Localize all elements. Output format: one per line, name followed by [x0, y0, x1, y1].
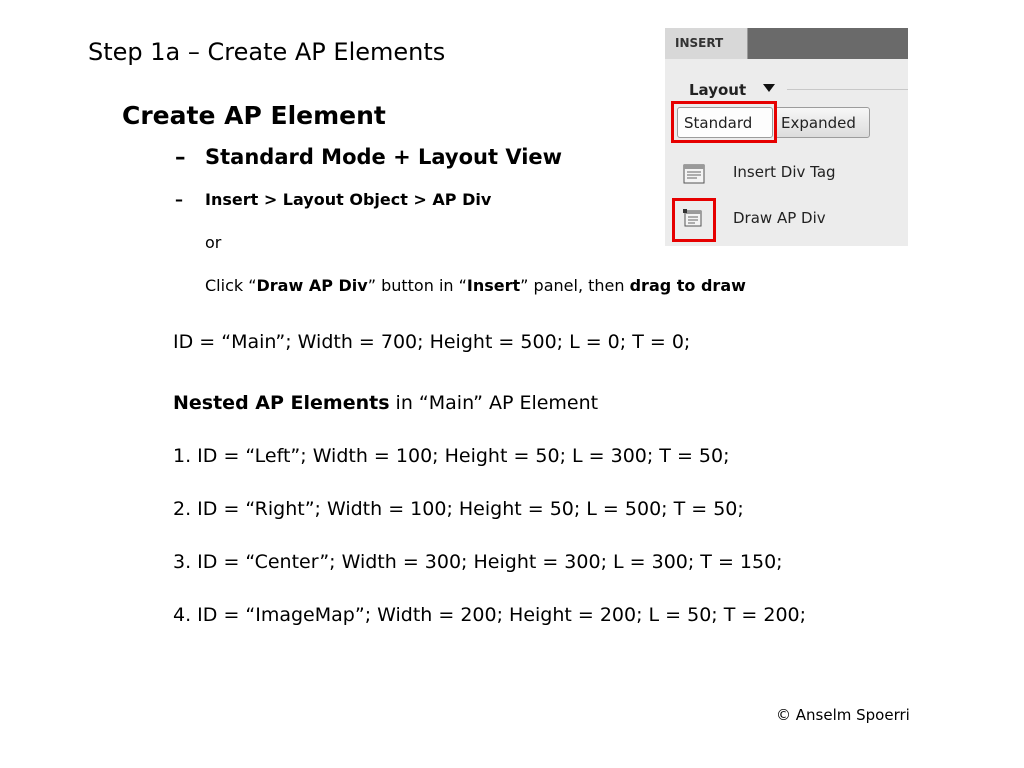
layout-dropdown-label[interactable]: Layout: [689, 81, 747, 99]
nested-heading-rest: in “Main” AP Element: [389, 392, 599, 414]
nested-heading-bold: Nested AP Elements: [173, 392, 390, 414]
bullet-dash: –: [175, 190, 183, 209]
tab-insert[interactable]: INSERT: [665, 28, 748, 59]
draw-ap-div-label[interactable]: Draw AP Div: [733, 209, 826, 227]
click-bold-drag: drag to draw: [629, 276, 746, 295]
main-element-definition: ID = “Main”; Width = 700; Height = 500; L = 0; T = 0;: [173, 331, 691, 353]
click-instruction: [205, 276, 746, 295]
bullet-standard-mode: Standard Mode + Layout View: [205, 145, 563, 169]
or-text: or: [205, 233, 222, 252]
list-item: 2. ID = “Right”; Width = 100; Height = 50; L = 500; T = 50;: [173, 498, 744, 520]
insert-div-tag-label[interactable]: Insert Div Tag: [733, 163, 836, 181]
click-bold-insert: Insert: [466, 276, 521, 295]
insert-panel: [665, 28, 908, 246]
list-item: 4. ID = “ImageMap”; Width = 200; Height = 200; L = 50; T = 200;: [173, 604, 807, 626]
bullet-dash: –: [175, 145, 186, 169]
click-text-3: ” panel, then: [520, 276, 630, 295]
draw-ap-div-highlight: [672, 198, 716, 242]
insert-div-tag-icon[interactable]: [683, 164, 705, 184]
dropdown-caret-icon[interactable]: [763, 84, 775, 92]
copyright: © Anselm Spoerri: [776, 706, 910, 724]
click-text-2: ” button in “: [367, 276, 467, 295]
standard-mode-button[interactable]: Standard: [677, 107, 773, 138]
click-text-1: Click “: [205, 276, 257, 295]
expanded-mode-button[interactable]: Expanded: [774, 107, 870, 138]
bullet-insert-path: Insert > Layout Object > AP Div: [205, 190, 492, 209]
section-heading: Create AP Element: [122, 101, 386, 130]
click-bold-draw-ap-div: Draw AP Div: [256, 276, 368, 295]
list-item: 3. ID = “Center”; Width = 300; Height = 300; L = 300; T = 150;: [173, 551, 783, 573]
panel-divider: [787, 89, 908, 90]
standard-highlight: [671, 101, 777, 143]
nested-heading: [173, 392, 598, 414]
slide-title: Step 1a – Create AP Elements: [88, 38, 446, 66]
list-item: 1. ID = “Left”; Width = 100; Height = 50; L = 300; T = 50;: [173, 445, 730, 467]
